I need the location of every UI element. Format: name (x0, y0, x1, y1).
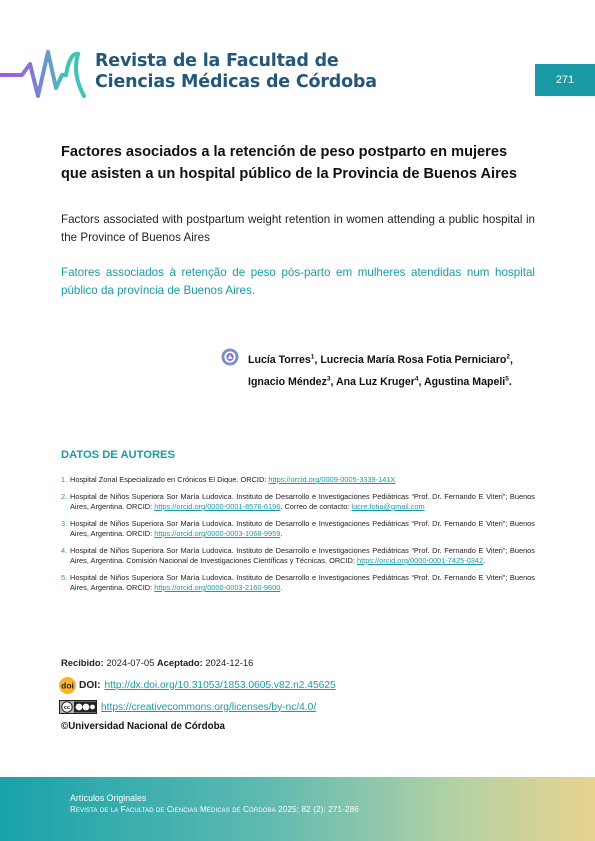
accepted-label: Aceptado: (156, 657, 203, 668)
affiliation-number: 2. (61, 491, 68, 501)
article-title-portuguese: Fatores associados à retenção de peso pós-parto em mulheres atendidas num hospital público da província de Buenos Aires. (61, 266, 535, 297)
svg-text:doi: doi (61, 680, 74, 691)
authors-data-heading: DATOS DE AUTORES (61, 449, 175, 461)
journal-title-line1: Revista de la Facultad de (95, 51, 339, 71)
contact-label: Correo de contacto: (284, 502, 352, 511)
affiliation-item (61, 475, 535, 486)
orcid-link[interactable]: https://orcid.org/0009-0005-3339-141X (268, 475, 396, 484)
affiliation-text: Hospital de Niños Superiora Sor María Ludovica. Instituto de Desarrollo e Investigaciones Pediátricas “Prof. Dr. Fernando E Viteri”; Buenos Aires, Argentina. ORCID: (70, 572, 535, 592)
affiliation-item (61, 573, 535, 594)
doi-icon (59, 677, 76, 694)
author (336, 376, 424, 388)
article-title-english: Factors associated with postpartum weight retention in women attending a public hospital in the Province of Buenos Aires (61, 213, 535, 244)
received-date: 2024-07-05 (106, 657, 155, 668)
author (424, 376, 512, 388)
author-separator: , (314, 354, 321, 366)
doi-label: DOI: (79, 679, 101, 691)
orcid-link[interactable]: https://orcid.org/0000-0003-2160-9600 (154, 583, 281, 592)
doi-row (59, 676, 336, 694)
affiliation-trailing: . (280, 502, 285, 511)
affiliation-text: Hospital de Niños Superiora Sor María Ludovica. Instituto de Desarrollo e Investigaciones Pediátricas “Prof. Dr. Fernando E Viteri”; Buenos Aires, Argentina. ORCID: (70, 491, 535, 511)
affiliation-number: 4. (61, 545, 68, 555)
orcid-link[interactable]: https://orcid.org/0000-0003-1068-9959 (154, 529, 281, 538)
received-label: Recibido: (61, 657, 104, 668)
author-affiliation-number: 5 (505, 375, 509, 383)
affiliation-list (61, 475, 535, 600)
author-separator: , (330, 376, 336, 388)
page-number-badge (535, 64, 595, 96)
contact-email-link[interactable]: lucre.fotia@gmail.com (351, 502, 425, 511)
orcid-link[interactable]: https://orcid.org/0000-0001-8576-6196 (154, 502, 281, 511)
affiliation-trailing: . (483, 556, 486, 565)
author-affiliation-number: 3 (326, 375, 331, 383)
affiliation-item (61, 519, 535, 540)
journal-title-line2: Ciencias Médicas de Córdoba (95, 72, 377, 92)
affiliation-trailing: . (280, 529, 283, 538)
author-name: Ignacio Méndez (248, 376, 327, 388)
author-separator: , (418, 376, 424, 388)
orcid-icon[interactable] (221, 348, 239, 366)
affiliation-number: 5. (61, 572, 68, 582)
author-affiliation-number: 1 (310, 353, 315, 361)
author-name: Lucía Torres (248, 354, 311, 366)
orcid-link[interactable]: https://orcid.org/0000-0001-7425-0342 (357, 556, 484, 565)
affiliation-text: Hospital de Niños Superiora Sor María Ludovica. Instituto de Desarrollo e Investigaciones Pediátricas “Prof. Dr. Fernando E Viteri”; Buenos Aires, Argentina. ORCID: (70, 518, 535, 538)
author-separator: , (510, 354, 513, 366)
author-affiliation-number: 4 (414, 375, 419, 383)
author-list (248, 349, 536, 393)
affiliation-number: 1. (61, 475, 68, 484)
author-name: Agustina Mapeli (424, 376, 506, 388)
svg-text:cc: cc (63, 705, 71, 712)
author-affiliation-number: 2 (506, 353, 510, 361)
affiliation-number: 3. (61, 518, 68, 528)
author-separator: . (508, 376, 512, 388)
affiliation-item (61, 492, 535, 513)
license-row (59, 699, 316, 715)
doi-link[interactable]: http://dx.doi.org/10.31053/1853.0605.v82.n2.45625 (104, 679, 336, 691)
author (248, 354, 320, 366)
accepted-date: 2024-12-16 (205, 657, 254, 668)
copyright-notice: ©Universidad Nacional de Córdoba (61, 721, 226, 732)
footer-section-label: Artículos Originales (70, 793, 147, 803)
license-link[interactable]: https://creativecommons.org/licenses/by-nc/4.0/ (101, 701, 317, 713)
affiliation-trailing: . (280, 583, 283, 592)
footer-citation: Revista de la Facultad de Ciencias Médicas de Córdoba 2025; 82 (2): 271-286 (70, 805, 359, 814)
journal-title (95, 51, 377, 93)
submission-dates (61, 657, 253, 668)
author (248, 376, 336, 388)
page-number: 271 (555, 74, 575, 86)
journal-logo-icon (0, 44, 92, 106)
cc-license-icon[interactable] (59, 700, 97, 714)
article-title-spanish: Factores asociados a la retención de peso postparto en mujeres que asisten a un hospital público de la Provincia de Buenos Aires (61, 144, 518, 182)
affiliation-text: Hospital Zonal Especializado en Crónicos El Dique. ORCID: (70, 475, 269, 484)
author (320, 354, 513, 366)
author-name: Ana Luz Kruger (336, 376, 415, 388)
author-name: Lucrecia María Rosa Fotia Perniciaro (320, 354, 507, 366)
affiliation-text: Hospital de Niños Superiora Sor María Ludovica. Instituto de Desarrollo e Investigaciones Pediátricas “Prof. Dr. Fernando E Viteri”; Buenos Aires, Argentina. Comisión Nacional de Investigaciones Científicas y Técnicas. ORCID: (70, 545, 535, 565)
affiliation-item (61, 546, 535, 567)
